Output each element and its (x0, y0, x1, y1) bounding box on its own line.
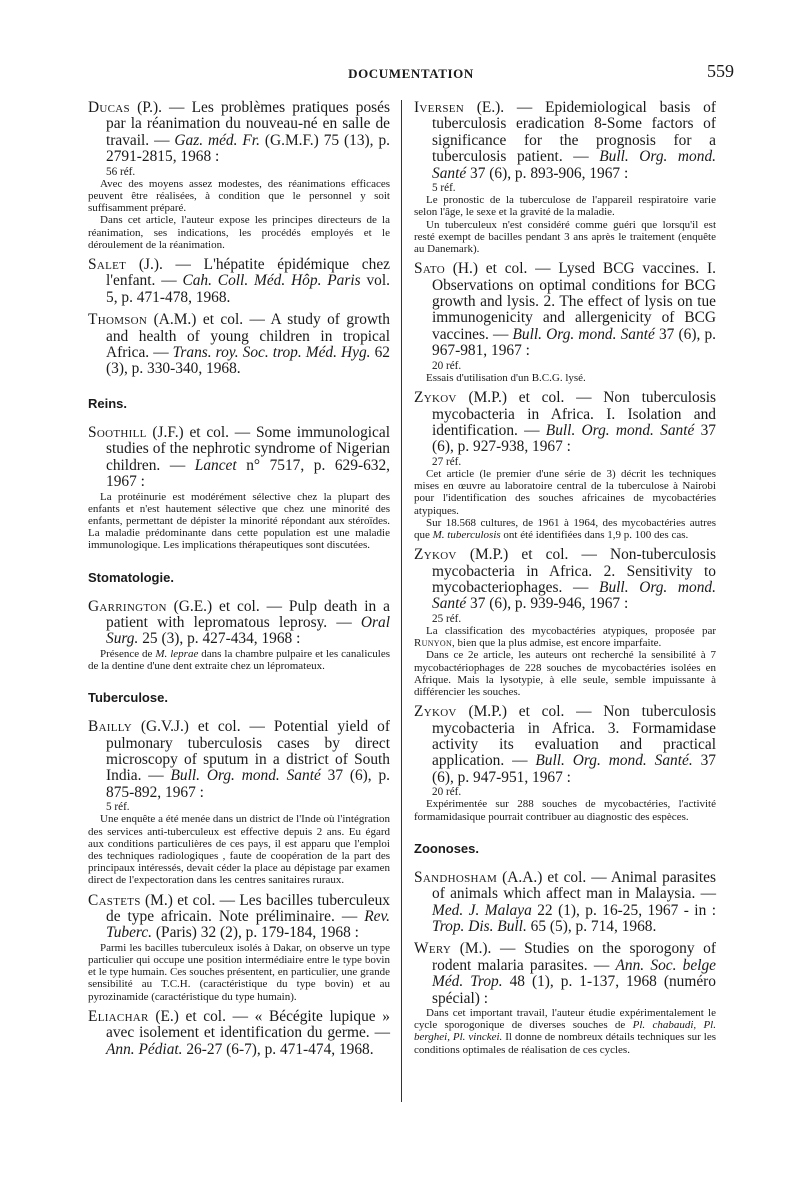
bib-entry (88, 100, 390, 251)
citation: Garrington (G.E.) et col. — Pulp death in a patient with lepromatous leprosy. — Oral Surg. 25 (3), p. 427-434, 1968 : (88, 597, 390, 648)
author: Eliachar (88, 1007, 149, 1025)
ref-count: 5 réf. (432, 182, 456, 195)
journal: Cah. Coll. Méd. Hôp. Paris (182, 272, 361, 290)
journal: Bull. Org. mond. Santé (512, 325, 655, 343)
journal: Trans. roy. Soc. trop. Méd. Hyg. (172, 344, 371, 362)
ref-count: 25 réf. (432, 612, 462, 625)
bib-entry (414, 390, 716, 541)
ref-count: 5 réf. (106, 801, 130, 814)
citation: Iversen (E.). — Epidemiological basis of tuberculosis eradication 8-Some factors of significance for the prognosis for a tuberculosis patient. — Bull. Org. mond. Santé 37 (6), p. 893-906, 1967 : (414, 99, 716, 182)
section-heading: Tuberculose. (88, 690, 168, 706)
page-number: 559 (707, 61, 734, 81)
abstract: Le pronostic de la tuberculose de l'appareil respiratoire varie selon l'âge, le sexe et la gravité de la maladie. (414, 194, 716, 219)
abstract: Cet article (le premier d'une série de 3) décrit les techniques mises en œuvre au laboratoire central de la tuberculose à Nairobi pour l'identification des souches africaines de mycobactéries atypiques. (414, 467, 716, 517)
section-heading: Zoonoses. (414, 840, 480, 856)
section-heading: Stomatologie. (88, 569, 174, 585)
journal: Ann. Soc. belge Méd. Trop. (432, 956, 717, 991)
bib-entry (414, 941, 716, 1055)
author: Castets (88, 891, 141, 909)
ref-count: 20 réf. (432, 359, 462, 372)
journal: Bull. Org. mond. Santé. (535, 752, 693, 770)
citation: Zykov (M.P.) et col. — Non tuberculosis mycobacteria in Africa. I. Isolation and identification. — Bull. Org. mond. Santé 37 (6), p. 927-938, 1967 : (414, 389, 716, 456)
journal: Bull. Org. mond. Santé (170, 767, 321, 785)
citation: Ducas (P.). — Les problèmes pratiques posés par la réanimation du nouveau-né en salle de travail. — Gaz. méd. Fr. (G.M.F.) 75 (13), p. 2791-2815, 1968 : (88, 99, 390, 166)
bib-entry (414, 704, 716, 823)
section-heading: Reins. (88, 395, 128, 411)
author: Sato (414, 260, 445, 278)
author: Wery (414, 940, 452, 958)
author: Salet (88, 256, 127, 274)
citation: Salet (J.). — L'hépatite épidémique chez l'enfant. — Cah. Coll. Méd. Hôp. Paris vol. 5, p. 471-478, 1968. (88, 256, 390, 306)
author: Soothill (88, 423, 147, 441)
abstract: Parmi les bacilles tuberculeux isolés à Dakar, on observe un type particulier qui occupe une position intermédiaire entre le type bovin et le type humain. Ces souches présentent, en particulier, une grande sensibilité au T.C.H. (caractéristique du type bovin) et au pyrozinamide (caractéristique du type humain). (88, 941, 390, 1003)
bib-entry (88, 893, 390, 1003)
journal: Bull. Org. mond. Santé (432, 148, 716, 182)
left-column (88, 100, 390, 1064)
author: Zykov (414, 703, 457, 721)
journal: Trop. Dis. Bull. (432, 918, 527, 936)
citation: Castets (M.) et col. — Les bacilles tuberculeux de type africain. Note préliminaire. — Rev. Tuberc. (Paris) 32 (2), p. 179-184, 1968 : (88, 891, 390, 942)
abstract: Présence de M. leprae dans la chambre pulpaire et les canalicules de la dentine d'une dent extraite chez un lépromateux. (88, 647, 390, 672)
journal: Oral Surg. (106, 613, 390, 648)
journal: Lancet (194, 456, 237, 474)
journal: Gaz. méd. Fr. (174, 131, 260, 149)
abstract: Dans ce 2e article, les auteurs ont recherché la sensibilité à 7 mycobactériophages de 228 souches de mycobactéries isolées en Afrique. Mais la lysotypie, à elle seule, semble impuissante à différencier les souches. (414, 649, 716, 698)
bib-entry (88, 719, 390, 886)
citation: Thomson (A.M.) et col. — A study of growth and health of young children in tropical Africa. — Trans. roy. Soc. trop. Méd. Hyg. 62 (3), p. 330-340, 1968. (88, 311, 390, 378)
right-column (414, 100, 716, 1062)
ref-count: 27 réf. (432, 455, 462, 468)
page-header (88, 61, 734, 88)
bib-entry (414, 547, 716, 698)
citation: Soothill (J.F.) et col. — Some immunological studies of the nephrotic syndrome of Nigerian children. — Lancet n° 7517, p. 629-632, 1967 : (88, 423, 391, 491)
citation: Sato (H.) et col. — Lysed BCG vaccines. I. Observations on optimal conditions for BCG growth and lysis. 2. The effect of lysis on tue immunogenicity and allergenicity of BCG vaccines. — Bull. Org. mond. Santé 37 (6), p. 967-981, 1967 : (414, 260, 716, 360)
citation: Sandhosham (A.A.) et col. — Animal parasites of animals which affect man in Malaysia. — Med. J. Malaya 22 (1), p. 16-25, 1967 - in : Trop. Dis. Bull. 65 (5), p. 714, 1968. (414, 868, 716, 936)
bib-entry (414, 870, 716, 936)
bib-entry (88, 599, 390, 673)
abstract: Un tuberculeux n'est considéré comme guéri que lorsqu'il est resté exempt de bacilles pendant 3 ans après le traitement (enquête au Danemark). (414, 218, 716, 256)
journal: Rev. Tuberc. (106, 908, 390, 942)
journal: Bull. Org. mond. Santé (432, 578, 716, 613)
citation: Wery (M.). — Studies on the sporogony of rodent malaria parasites. — Ann. Soc. belge Méd. Trop. 48 (1), p. 1-137, 1968 (numéro spécial) : (414, 940, 717, 1007)
citation: Zykov (M.P.) et col. — Non-tuberculosis mycobacteria in Africa. 2. Sensitivity to mycobacteriophages. — Bull. Org. mond. Santé 37 (6), p. 939-946, 1967 : (414, 546, 716, 613)
author: Bailly (88, 718, 132, 736)
abstract: Dans cet article, l'auteur expose les principes directeurs de la réanimation, ses indications, les procédés employés et le déroulement de la réanimation. (88, 214, 390, 251)
author: Ducas (88, 99, 130, 116)
citation: Bailly (G.V.J.) et col. — Potential yield of pulmonary tuberculosis cases by direct microscopy of sputum in a district of South India. — Bull. Org. mond. Santé 37 (6), p. 875-892, 1967 : (88, 718, 390, 801)
journal: Med. J. Malaya (432, 901, 532, 919)
author: Iversen (414, 99, 465, 116)
abstract: La classification des mycobactéries atypiques, proposée par Runyon, bien que la plus admise, est encore imparfaite. (414, 624, 716, 650)
running-head: DOCUMENTATION (348, 66, 474, 81)
ref-count: 20 réf. (432, 786, 462, 799)
abstract: Essais d'utilisation d'un B.C.G. lysé. (426, 371, 586, 384)
abstract: Dans cet important travail, l'auteur étudie expérimentalement le cycle sporogonique de diverses souches de Pl. chabaudi, Pl. berghei, Pl. vinckei. Il donne de nombreux détails techniques sur les conditions optimales de réalisation de ces cycles. (414, 1007, 716, 1056)
abstract: Expérimentée sur 288 souches de mycobactéries, l'activité formamidasique pourrait contribuer au diagnostic des espèces. (414, 798, 716, 823)
author: Zykov (414, 546, 457, 564)
abstract: La protéinurie est modérément sélective chez la plupart des enfants et n'est hautement sélective que chez une minorité des enfants, permettant de dépister la minorité répondant aux stéroïdes. La maladie prédominante dans cette population est une maladie immunologique. Les implications thérapeutiques sont discutées. (88, 490, 390, 552)
bib-entry (88, 1009, 390, 1058)
abstract: Avec des moyens assez modestes, des réanimations efficaces peuvent être réalisées, à condition que le personnel y soit suffisamment préparé. (88, 177, 390, 215)
journal: Bull. Org. mond. Santé (545, 421, 695, 439)
bib-entry (88, 312, 390, 378)
citation: Zykov (M.P.) et col. — Non tuberculosis mycobacteria in Africa. 3. Formamidase activity its evaluation and practical application. — Bull. Org. mond. Santé. 37 (6), p. 947-951, 1967 : (414, 703, 716, 786)
column-divider (401, 100, 402, 1102)
author: Thomson (88, 311, 148, 329)
author: Sandhosham (414, 868, 498, 886)
journal: Ann. Pédiat. (106, 1040, 183, 1058)
bib-entry (414, 261, 716, 384)
bib-entry (88, 257, 390, 306)
abstract: Une enquête a été menée dans un district de l'Inde où l'intégration des services anti-tuberculeux est effective depuis 2 ans. Eu égard aux conditions particulières de ces pays, il est apparu que l'emploi des techniques radiologiques , faute de coopération de la part des principaux intéressés, devait céder la place au dépistage par examen direct de l'expectoration dans les centres sanitaires ruraux. (88, 813, 390, 887)
ref-count: 56 réf. (106, 165, 136, 178)
abstract: Sur 18.568 cultures, de 1961 à 1964, des mycobactéries autres que M. tuberculosis ont été identifiées dans 1,9 p. 100 des cas. (414, 516, 716, 541)
citation: Eliachar (E.) et col. — « Bécégite lupique » avec isolement et identification du germe. — Ann. Pédiat. 26-27 (6-7), p. 471-474, 1968. (88, 1007, 390, 1058)
bib-entry (414, 100, 716, 255)
author: Zykov (414, 389, 457, 407)
author: Garrington (88, 597, 167, 615)
bib-entry (88, 425, 390, 552)
